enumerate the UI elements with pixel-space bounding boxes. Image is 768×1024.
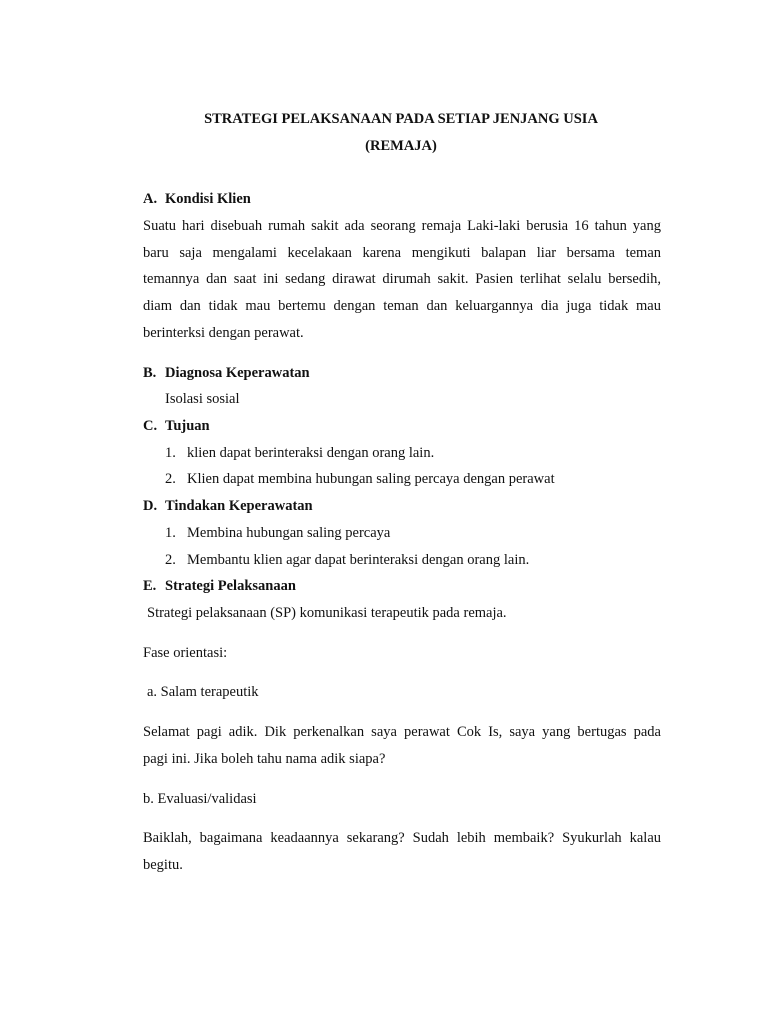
section-d-item-1 xyxy=(165,525,390,542)
section-c-item-2 xyxy=(165,471,555,488)
document-subtitle: (REMAJA) xyxy=(365,138,437,154)
section-d-letter: D. xyxy=(143,498,158,514)
section-b-title: Diagnosa Keperawatan xyxy=(165,365,310,381)
list-number: 1. xyxy=(165,525,176,541)
sub-b-line-2: begitu. xyxy=(143,857,183,873)
section-d-title: Tindakan Keperawatan xyxy=(165,498,313,514)
section-c-item-1 xyxy=(165,445,434,462)
section-a-title: Kondisi Klien xyxy=(165,191,251,207)
list-number: 1. xyxy=(165,445,176,461)
sub-a-label: a. Salam terapeutik xyxy=(147,684,259,700)
list-item-text: Klien dapat membina hubungan saling percaya dengan perawat xyxy=(187,471,555,487)
section-a-line-1: Suatu hari disebuah rumah sakit ada seorang remaja Laki-laki berusia 16 tahun yang xyxy=(143,218,661,234)
section-b-text: Isolasi sosial xyxy=(165,391,240,407)
section-e-title: Strategi Pelaksanaan xyxy=(165,578,296,594)
sub-a-line-1: Selamat pagi adik. Dik perkenalkan saya perawat Cok Is, saya yang bertugas pada xyxy=(143,724,661,740)
section-b-heading xyxy=(143,365,310,382)
section-c-heading xyxy=(143,418,210,435)
section-a-letter: A. xyxy=(143,191,158,207)
section-c-letter: C. xyxy=(143,418,158,434)
sub-b-label: b. Evaluasi/validasi xyxy=(143,791,257,807)
section-a-line-2: baru saja mengalami kecelakaan karena mengikuti balapan liar bersama teman xyxy=(143,245,661,261)
section-a-heading xyxy=(143,191,251,208)
section-e-letter: E. xyxy=(143,578,157,594)
list-item-text: klien dapat berinteraksi dengan orang lain. xyxy=(187,445,435,461)
phase-label: Fase orientasi: xyxy=(143,645,228,661)
sub-b-line-1: Baiklah, bagaimana keadaannya sekarang? Sudah lebih membaik? Syukurlah kalau xyxy=(143,830,661,846)
section-e-intro: Strategi pelaksanaan (SP) komunikasi terapeutik pada remaja. xyxy=(147,605,507,621)
section-d-item-2 xyxy=(165,552,529,569)
section-b-letter: B. xyxy=(143,365,157,381)
list-item-text: Membantu klien agar dapat berinteraksi dengan orang lain. xyxy=(187,552,530,568)
section-c-title: Tujuan xyxy=(165,418,210,434)
section-d-heading xyxy=(143,498,313,515)
document-title: STRATEGI PELAKSANAAN PADA SETIAP JENJANG USIA xyxy=(204,111,598,127)
section-a-line-5: berinterksi dengan perawat. xyxy=(143,325,304,341)
list-item-text: Membina hubungan saling percaya xyxy=(187,525,391,541)
section-a-line-3: temannya dan saat ini sedang dirawat dirumah sakit. Pasien terlihat selalu bersedih, xyxy=(143,271,661,287)
list-number: 2. xyxy=(165,471,176,487)
section-e-heading xyxy=(143,578,296,595)
section-a-line-4: diam dan tidak mau bertemu dengan teman dan keluargannya dia juga tidak mau xyxy=(143,298,661,314)
sub-a-line-2: pagi ini. Jika boleh tahu nama adik siapa? xyxy=(143,751,386,767)
list-number: 2. xyxy=(165,552,176,568)
